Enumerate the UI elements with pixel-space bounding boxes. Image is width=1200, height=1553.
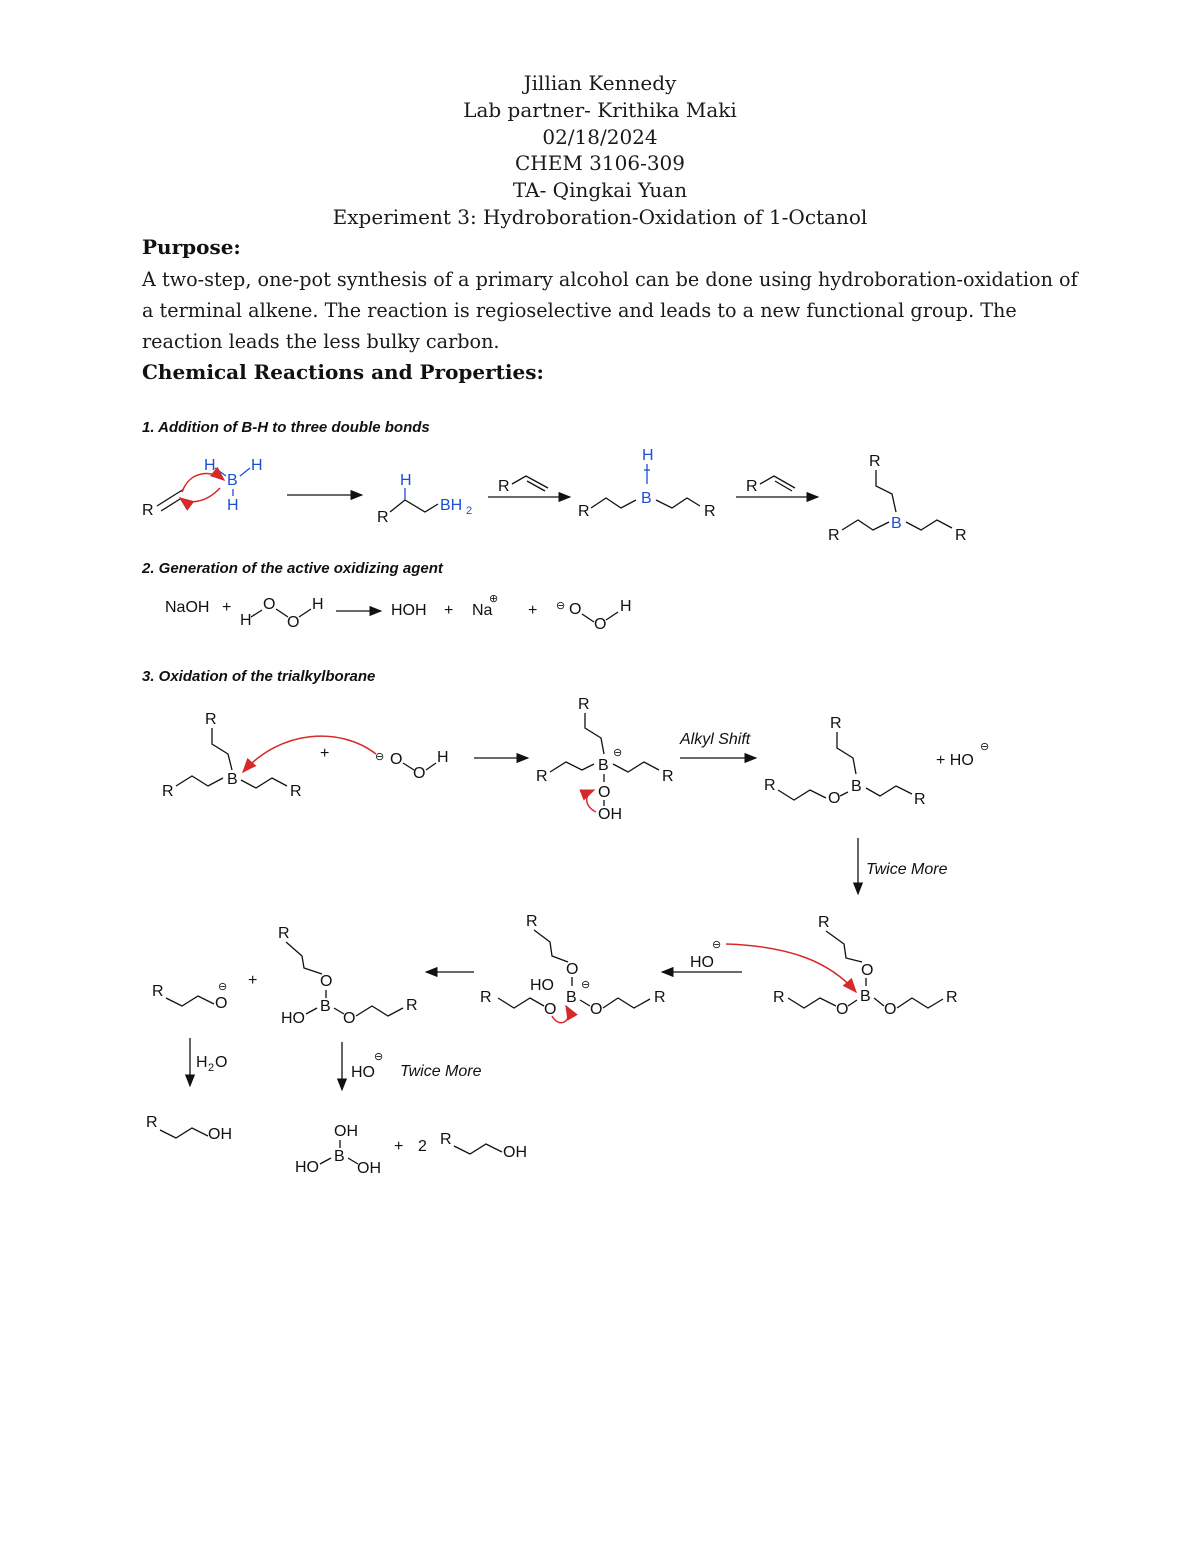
twice-more-label: Twice More xyxy=(866,861,948,878)
svg-text:R: R xyxy=(869,453,881,470)
svg-text:H: H xyxy=(642,447,654,464)
svg-text:R: R xyxy=(290,783,302,800)
water-reagent xyxy=(196,1054,227,1074)
svg-text:R: R xyxy=(818,914,830,931)
svg-text:⊖: ⊖ xyxy=(581,979,591,991)
svg-text:R: R xyxy=(764,777,776,794)
svg-text:⊖: ⊖ xyxy=(712,939,722,951)
svg-text:H: H xyxy=(240,612,252,629)
svg-text:O: O xyxy=(287,614,300,631)
svg-text:R: R xyxy=(830,715,842,732)
step1-trialkylborane xyxy=(828,453,967,544)
step3-dialkoxyborinate xyxy=(278,925,418,1027)
svg-text:O: O xyxy=(828,790,841,807)
hydroxide-reagent-2 xyxy=(351,1051,383,1081)
step3-hydroperoxide-anion xyxy=(375,749,449,782)
svg-text:H: H xyxy=(204,457,216,474)
step2-title: 2. Generation of the active oxidizing agent xyxy=(142,560,443,577)
step3-title: 3. Oxidation of the trialkylborane xyxy=(142,668,376,685)
svg-text:NaOH: NaOH xyxy=(165,599,210,616)
svg-text:O: O xyxy=(544,1001,557,1018)
coefficient: 2 xyxy=(418,1138,427,1155)
svg-text:2: 2 xyxy=(466,505,473,517)
svg-text:R: R xyxy=(142,502,154,519)
svg-text:B: B xyxy=(598,757,609,774)
svg-text:B: B xyxy=(227,472,238,489)
step1-reagent-alkene xyxy=(498,476,548,495)
svg-text:OH: OH xyxy=(503,1144,527,1161)
twice-more-label: Twice More xyxy=(400,1063,482,1080)
step1-reagent-alkene-2 xyxy=(746,476,795,495)
svg-text:+: + xyxy=(444,602,454,619)
svg-text:H: H xyxy=(400,472,412,489)
alkyl-shift-label: Alkyl Shift xyxy=(680,731,751,748)
svg-text:Na: Na xyxy=(472,602,493,619)
step1-alkene-borane xyxy=(142,457,263,519)
hydroxide-reagent xyxy=(690,939,856,992)
svg-text:H: H xyxy=(437,749,449,766)
svg-text:B: B xyxy=(851,778,862,795)
svg-text:HO: HO xyxy=(530,977,554,994)
purpose-heading: Purpose: xyxy=(142,235,241,259)
teaching-assistant: TA- Qingkai Yuan xyxy=(512,178,688,203)
svg-text:HO: HO xyxy=(295,1159,319,1176)
svg-text:R: R xyxy=(152,983,164,1000)
svg-text:HOH: HOH xyxy=(391,602,427,619)
svg-text:O: O xyxy=(320,973,333,990)
purpose-line: a terminal alkene. The reaction is regioselective and leads to a new functional group. The xyxy=(142,299,1017,322)
svg-text:R: R xyxy=(146,1114,158,1131)
svg-text:⊖: ⊖ xyxy=(556,600,566,612)
course: CHEM 3106-309 xyxy=(514,151,685,176)
svg-text:⊖: ⊖ xyxy=(374,1051,384,1063)
svg-text:OH: OH xyxy=(357,1160,381,1177)
svg-text:R: R xyxy=(578,696,590,713)
svg-text:R: R xyxy=(746,478,758,495)
svg-text:O: O xyxy=(263,596,276,613)
svg-text:R: R xyxy=(205,711,217,728)
svg-text:B: B xyxy=(891,515,902,532)
svg-text:+ HO: + HO xyxy=(936,752,974,769)
step3-tetraalkoxyborate xyxy=(480,913,666,1023)
svg-text:O: O xyxy=(884,1001,897,1018)
svg-text:R: R xyxy=(377,509,389,526)
svg-text:R: R xyxy=(955,527,967,544)
svg-text:H: H xyxy=(251,457,263,474)
purpose-line: reaction leads the less bulky carbon. xyxy=(142,330,500,353)
svg-text:⊖: ⊖ xyxy=(613,747,623,759)
step1-dialkylborane xyxy=(578,447,716,520)
step1-title: 1. Addition of B-H to three double bonds xyxy=(142,419,430,436)
svg-text:HO: HO xyxy=(351,1064,375,1081)
svg-text:R: R xyxy=(278,925,290,942)
svg-text:OH: OH xyxy=(334,1123,358,1140)
svg-text:B: B xyxy=(227,771,238,788)
svg-text:O: O xyxy=(343,1010,356,1027)
svg-text:B: B xyxy=(320,998,331,1015)
purpose-line: A two-step, one-pot synthesis of a primary alcohol can be done using hydroboration-oxidation of xyxy=(142,268,1078,291)
step3-alkoxide xyxy=(152,981,227,1012)
svg-text:+: + xyxy=(528,602,538,619)
svg-text:R: R xyxy=(654,989,666,1006)
svg-text:O: O xyxy=(836,1001,849,1018)
svg-text:B: B xyxy=(334,1148,345,1165)
svg-text:⊕: ⊕ xyxy=(489,593,499,605)
svg-text:O: O xyxy=(598,784,611,801)
svg-text:O: O xyxy=(215,1054,228,1071)
svg-text:O: O xyxy=(861,962,874,979)
svg-text:R: R xyxy=(498,478,510,495)
plus-sign: + xyxy=(320,745,330,762)
hydroxide-product xyxy=(936,741,989,769)
plus-sign: + xyxy=(248,972,258,989)
svg-text:H: H xyxy=(196,1054,208,1071)
svg-text:R: R xyxy=(704,503,716,520)
svg-text:R: R xyxy=(162,783,174,800)
step3-trialkylborane xyxy=(162,711,376,800)
svg-text:O: O xyxy=(215,995,228,1012)
svg-text:H: H xyxy=(312,596,324,613)
svg-text:R: R xyxy=(662,768,674,785)
svg-text:O: O xyxy=(566,961,579,978)
svg-text:B: B xyxy=(860,988,871,1005)
step3-borate-complex xyxy=(536,696,674,823)
svg-text:R: R xyxy=(406,997,418,1014)
svg-text:R: R xyxy=(536,768,548,785)
svg-text:+: + xyxy=(222,599,232,616)
svg-text:R: R xyxy=(773,989,785,1006)
svg-text:H: H xyxy=(227,497,239,514)
svg-text:R: R xyxy=(828,527,840,544)
svg-text:OH: OH xyxy=(208,1126,232,1143)
svg-text:2: 2 xyxy=(208,1062,215,1074)
svg-text:⊖: ⊖ xyxy=(980,741,990,753)
svg-text:⊖: ⊖ xyxy=(375,751,385,763)
lab-partner: Lab partner- Krithika Maki xyxy=(463,97,737,122)
final-alcohol-1 xyxy=(146,1114,232,1143)
svg-text:R: R xyxy=(440,1131,452,1148)
svg-text:R: R xyxy=(578,503,590,520)
svg-text:O: O xyxy=(413,765,426,782)
step3-trialkoxyborane xyxy=(773,914,958,1018)
experiment-title: Experiment 3: Hydroboration-Oxidation of 1-Octanol xyxy=(332,204,868,229)
svg-text:O: O xyxy=(569,601,582,618)
svg-text:⊖: ⊖ xyxy=(218,981,228,993)
plus-sign: + xyxy=(394,1138,404,1155)
step1-monoalkylborane xyxy=(377,472,472,526)
svg-text:HO: HO xyxy=(690,954,714,971)
svg-text:O: O xyxy=(594,616,607,633)
date: 02/18/2024 xyxy=(542,124,658,149)
svg-text:R: R xyxy=(526,913,538,930)
svg-text:O: O xyxy=(390,751,403,768)
svg-text:B: B xyxy=(641,490,652,507)
svg-text:R: R xyxy=(914,791,926,808)
svg-text:H: H xyxy=(620,598,632,615)
final-alcohol-2 xyxy=(440,1131,527,1161)
svg-text:O: O xyxy=(590,1001,603,1018)
reactions-heading: Chemical Reactions and Properties: xyxy=(142,360,544,384)
author-name: Jillian Kennedy xyxy=(523,71,677,95)
step3-alkoxyborane xyxy=(764,715,926,808)
svg-text:R: R xyxy=(480,989,492,1006)
boric-acid xyxy=(295,1123,381,1177)
svg-text:BH: BH xyxy=(440,497,463,514)
step2-equation xyxy=(165,593,632,633)
svg-text:OH: OH xyxy=(598,806,622,823)
svg-text:R: R xyxy=(946,989,958,1006)
svg-text:B: B xyxy=(566,989,577,1006)
svg-text:HO: HO xyxy=(281,1010,305,1027)
